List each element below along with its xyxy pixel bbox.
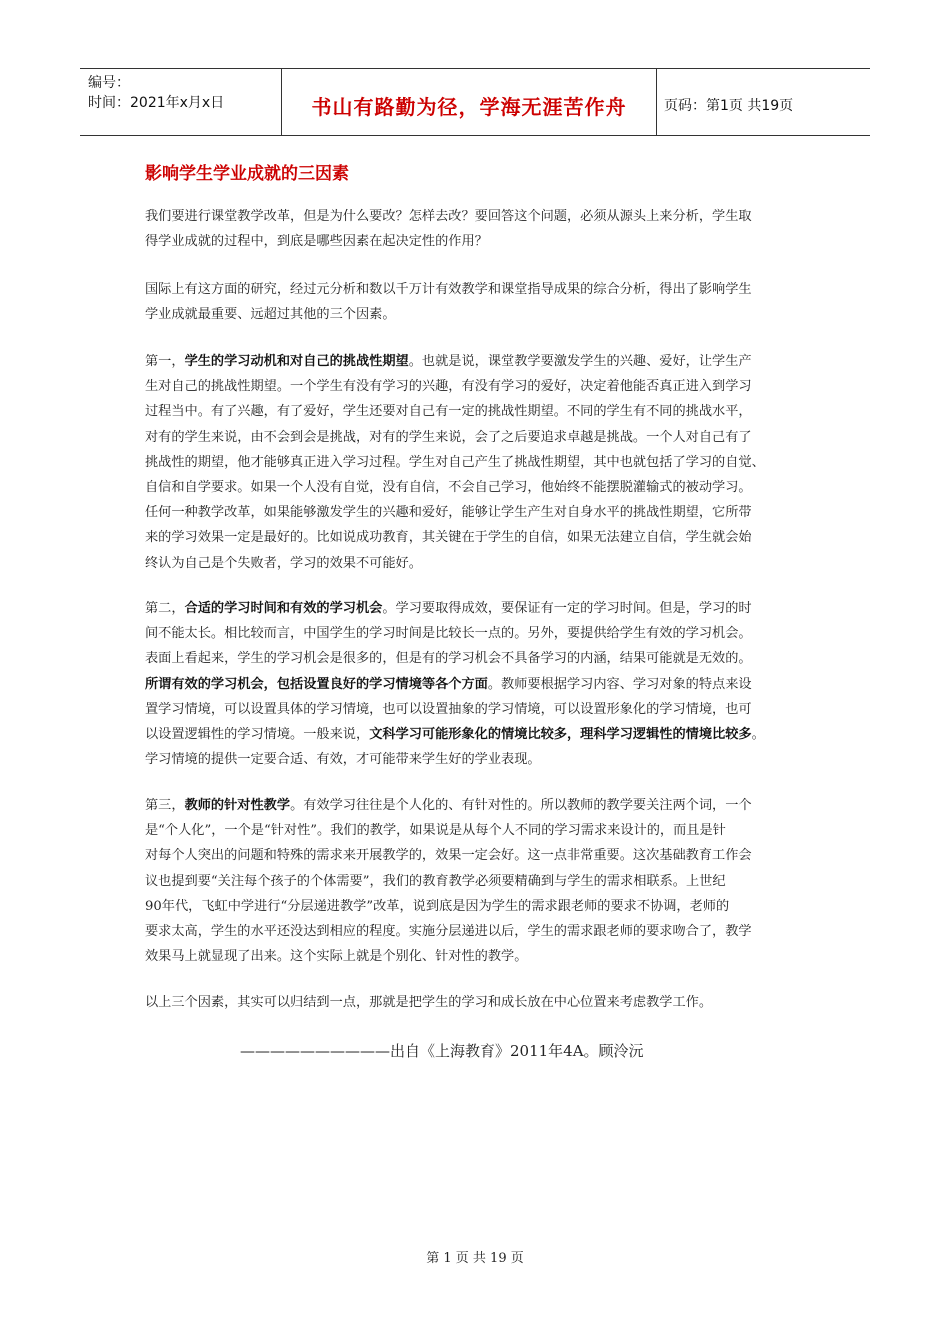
paragraph-line bbox=[145, 843, 813, 868]
emphasized-text: 合适的学习时间和有效的学习机会 bbox=[184, 601, 383, 616]
page-info: 页码：第1页 共19页 bbox=[664, 98, 794, 114]
text-run: 要求太高，学生的水平还没达到相应的程度。实施分层递进以后，学生的需求跟老师的要求吻合了，教学 bbox=[145, 923, 752, 939]
text-run: 自信和自学要求。如果一个人没有自觉，没有自信，不会自己学习，他始终不能摆脱灌输式的被动学习。 bbox=[145, 479, 752, 495]
doc-time-label: 时间：2021年x月x日 bbox=[88, 95, 225, 111]
page-footer: 第 1 页 共 19 页 bbox=[426, 1251, 524, 1266]
text-run: 过程当中。有了兴趣，有了爱好，学生还要对自己有一定的挑战性期望。不同的学生有不同的挑战水平， bbox=[145, 404, 752, 420]
text-run: 得学业成就的过程中，到底是哪些因素在起决定性的作用？ bbox=[145, 234, 488, 250]
paragraph-line bbox=[145, 818, 813, 843]
paragraph-line bbox=[145, 747, 813, 772]
paragraph-line bbox=[145, 621, 813, 646]
text-run: 。学习要取得成效，要保证有一定的学习时间。但是，学习的时 bbox=[382, 601, 752, 616]
text-run: 以设置逻辑性的学习情境。一般来说， bbox=[145, 726, 370, 742]
paragraph-line bbox=[145, 349, 813, 374]
text-run: 置学习情境，可以设置具体的学习情境，也可以设置抽象的学习情境，可以设置形象化的学习情境，也可 bbox=[145, 701, 752, 717]
text-run: 。有效学习往往是个人化的、有针对性的。所以教师的教学要关注两个词，一个 bbox=[290, 798, 752, 813]
text-run: 来的学习效果一定是最好的。比如说成功教育，其关键在于学生的自信，如果无法建立自信，学生就会始 bbox=[145, 530, 752, 546]
text-run: 第三， bbox=[145, 798, 185, 813]
paragraph-conclusion bbox=[145, 990, 813, 1015]
paragraph-line bbox=[145, 229, 813, 254]
paragraph-factor-two bbox=[145, 596, 813, 772]
paragraph-line bbox=[145, 672, 813, 697]
paragraph-factor-three bbox=[145, 793, 813, 969]
text-run: 第二， bbox=[145, 601, 185, 616]
text-run: 90年代，飞虹中学进行“分层递进教学”改革，说到底是因为学生的需求跟老师的要求不协调，老师的 bbox=[145, 898, 730, 914]
text-run: 以上三个因素，其实可以归结到一点，那就是把学生的学习和成长放在中心位置来考虑教学工作。 bbox=[145, 995, 713, 1010]
paragraph-line bbox=[145, 869, 813, 894]
header-top-rule bbox=[80, 68, 870, 69]
text-run: 。 bbox=[751, 726, 765, 742]
text-run: 学业成就最重要、远超过其他的三个因素。 bbox=[145, 307, 396, 323]
paragraph-line bbox=[145, 697, 813, 722]
paragraph-line bbox=[145, 475, 813, 500]
text-run: 是“个人化”，一个是“针对性”。我们的教学，如果说是从每个人不同的学习需求来设计的，而且是针 bbox=[145, 823, 726, 839]
source-citation: ——————————出自《上海教育》2011年4A。顾泠沅 bbox=[240, 1042, 644, 1060]
paragraph-line bbox=[145, 399, 813, 424]
text-run: 生对自己的挑战性期望。一个学生有没有学习的兴趣，有没有学习的爱好，决定着他能否真正进入到学习 bbox=[145, 379, 752, 395]
header-bottom-rule bbox=[80, 135, 870, 136]
paragraph-line bbox=[145, 793, 813, 818]
paragraph-research bbox=[145, 277, 813, 327]
emphasized-text: 文科学习可能形象化的情境比较多，理科学习逻辑性的情境比较多 bbox=[369, 726, 752, 742]
text-run: 。也就是说，课堂教学要激发学生的兴趣、爱好，让学生产 bbox=[408, 354, 752, 369]
paragraph-factor-one bbox=[145, 349, 813, 576]
text-run: 任何一种教学改革，如果能够激发学生的兴趣和爱好，能够让学生产生对自身水平的挑战性期望，它所带 bbox=[145, 505, 752, 521]
paragraph-line bbox=[145, 374, 813, 399]
paragraph-line bbox=[145, 450, 813, 475]
text-run: 挑战性的期望，他才能够真正进入学习过程。学生对自己产生了挑战性期望，其中也就包括了学习的自觉、 bbox=[145, 454, 765, 470]
text-run: 对有的学生来说，由不会到会是挑战，对有的学生来说，会了之后要追求卓越是挑战。一个人对自己有了 bbox=[145, 429, 752, 445]
paragraph-line bbox=[145, 500, 813, 525]
emphasized-text: 所谓有效的学习机会，包括设置良好的学习情境等各个方面 bbox=[145, 676, 488, 692]
doc-number-label: 编号： bbox=[88, 75, 130, 91]
emphasized-text: 学生的学习动机和对自己的挑战性期望 bbox=[184, 354, 409, 369]
text-run: 学习情境的提供一定要合适、有效，才可能带来学生好的学业表现。 bbox=[145, 752, 541, 768]
text-run: 效果马上就显现了出来。这个实际上就是个别化、针对性的教学。 bbox=[145, 949, 528, 965]
text-run: 表面上看起来，学生的学习机会是很多的，但是有的学习机会不具备学习的内涵，结果可能就是无效的。 bbox=[145, 651, 752, 667]
paragraph-line bbox=[145, 722, 813, 747]
text-run: 议也提到要“关注每个孩子的个体需要”，我们的教育教学必须要精确到与学生的需求相联系。上世纪 bbox=[145, 873, 726, 889]
paragraph-line bbox=[145, 302, 813, 327]
paragraph-line bbox=[145, 894, 813, 919]
text-run: 对每个人突出的问题和特殊的需求来开展教学的，效果一定会好。这一点非常重要。这次基础教育工作会 bbox=[145, 848, 752, 864]
paragraph-intro bbox=[145, 204, 813, 254]
paragraph-line bbox=[145, 525, 813, 550]
paragraph-line bbox=[145, 990, 813, 1015]
paragraph-line bbox=[145, 425, 813, 450]
paragraph-line bbox=[145, 277, 813, 302]
paragraph-line bbox=[145, 551, 813, 576]
header-divider-right bbox=[656, 68, 657, 136]
text-run: 终认为自己是个失败者，学习的效果不可能好。 bbox=[145, 555, 422, 571]
header-motto: 书山有路勤为径，学海无涯苦作舟 bbox=[311, 95, 627, 119]
text-run: 。教师要根据学习内容、学习对象的特点来设 bbox=[487, 676, 752, 692]
paragraph-line bbox=[145, 919, 813, 944]
text-run: 间不能太长。相比较而言，中国学生的学习时间是比较长一点的。另外，要提供给学生有效的学习机会。 bbox=[145, 626, 752, 642]
article-title: 影响学生学业成就的三因素 bbox=[145, 164, 349, 184]
text-run: 我们要进行课堂教学改革，但是为什么要改？怎样去改？要回答这个问题，必须从源头上来分析，学生取 bbox=[145, 209, 752, 224]
text-run: 国际上有这方面的研究，经过元分析和数以千万计有效教学和课堂指导成果的综合分析，得出了影响学生 bbox=[145, 282, 752, 297]
paragraph-line bbox=[145, 204, 813, 229]
paragraph-line bbox=[145, 646, 813, 671]
paragraph-line bbox=[145, 944, 813, 969]
text-run: 第一， bbox=[145, 354, 185, 369]
paragraph-line bbox=[145, 596, 813, 621]
emphasized-text: 教师的针对性教学 bbox=[184, 798, 291, 813]
